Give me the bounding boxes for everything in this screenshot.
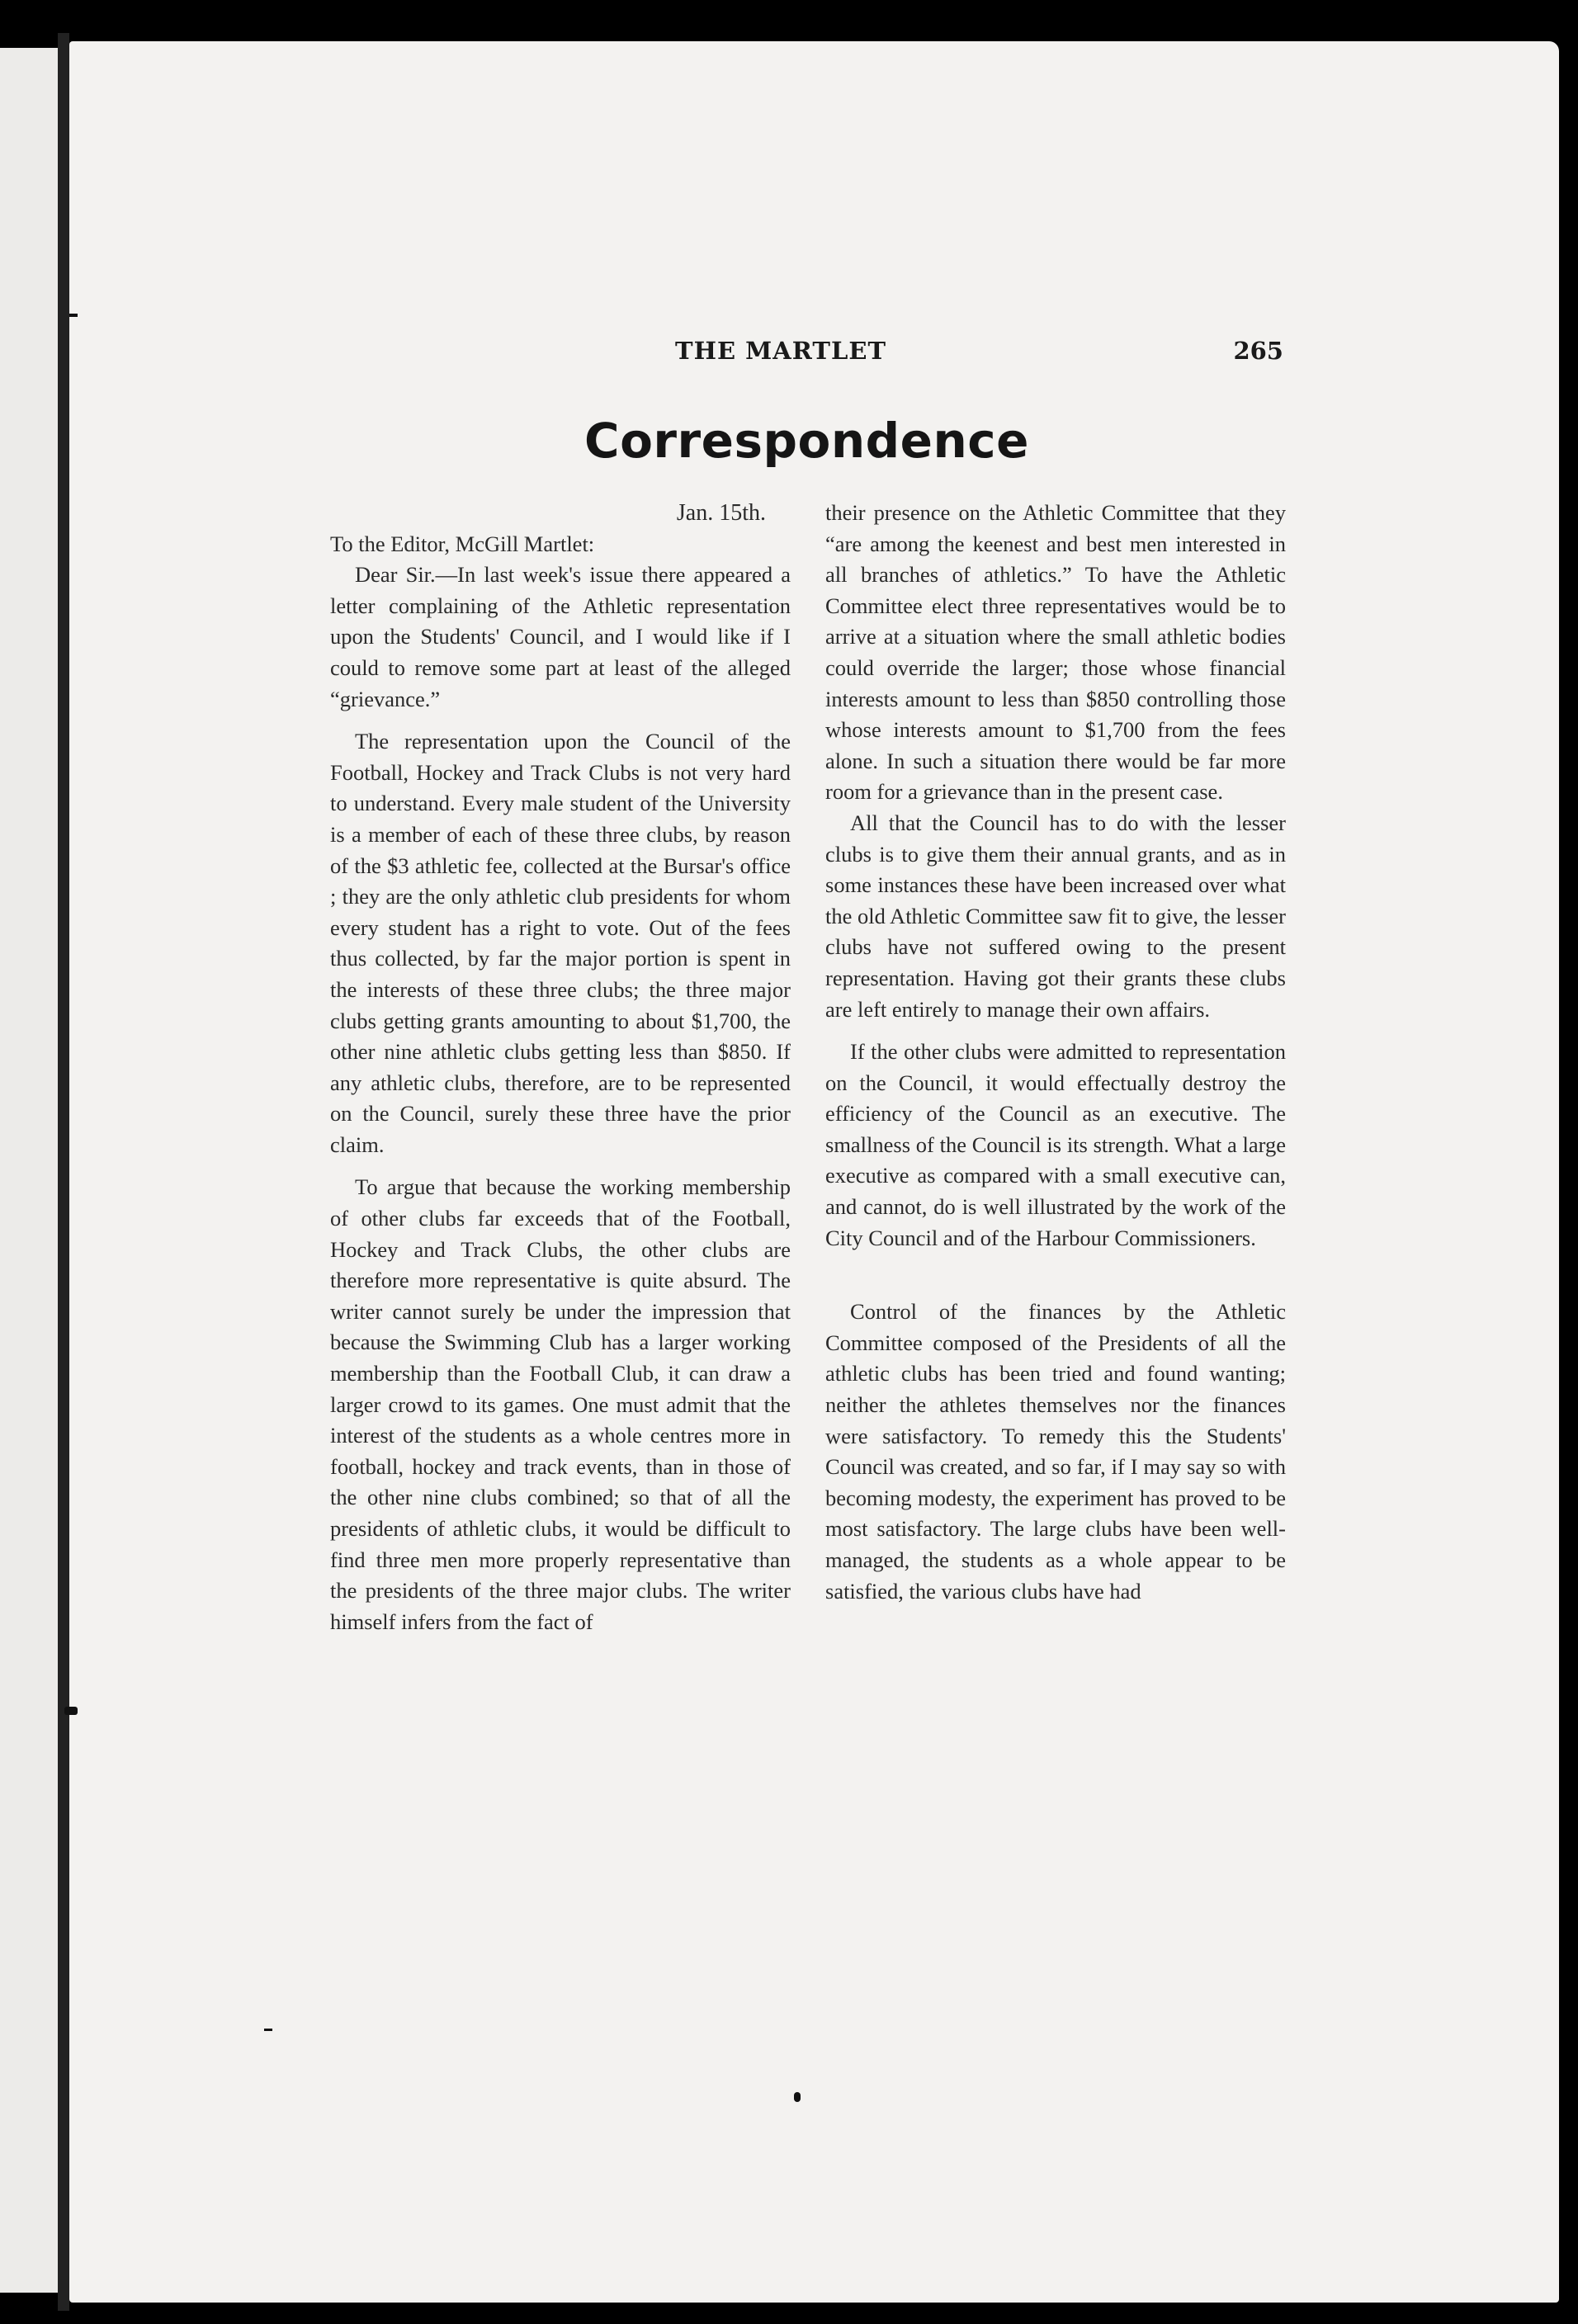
right-column xyxy=(825,498,1286,1607)
page-number: 265 xyxy=(1233,337,1283,365)
paragraph: All that the Council has to do with the lesser clubs is to give them their annual grants, and as in some instances these have been increased over what the old Athletic Committee saw fit to give, the lesser clubs have not suffered owing to the present representation. Having got their grants these clubs are left entirely to manage their own affairs. xyxy=(825,810,1286,1022)
scan-speck xyxy=(794,2092,801,2102)
left-column xyxy=(330,498,791,1637)
page xyxy=(69,41,1559,2303)
paragraph: To argue that because the working membership of other clubs far exceeds that of the Football, Hockey and Track Clubs, the other clubs are therefore more representative is quite absurd. The writer cannot surely be under the impression that because the Swimming Club has a larger working membership than the Football Club, it can draw a larger crowd to its games. One must admit that the interest of the students as a whole centres more in football, hockey and track events, than in those of the other nine clubs combined; so that of all the presidents of athletic clubs, it would be difficult to find three men more properly representative than the presidents of the three major clubs. The writer himself infers from the fact of xyxy=(330,1174,791,1634)
letter-date: Jan. 15th. xyxy=(676,500,766,526)
paragraph: If the other clubs were admitted to representation on the Council, it would effectually destroy the efficiency of the Council as an executive. The smallness of the Council is its strength. What a large executive as compared with a small executive can, and cannot, do is well illustrated by the work of the City Council and of the Harbour Commissioners. xyxy=(825,1039,1286,1250)
binding-shadow xyxy=(58,33,69,2311)
paragraph: The representation upon the Council of the Football, Hockey and Track Clubs is not very hard to understand. Every male student of the University is a member of each of these three clubs, by reason of the $3 athletic fee, collected at the Bursar's office ; they are the only athletic club presidents for whom every student has a right to vote. Out of the fees thus collected, by far the major portion is spent in the interests of these three clubs; the three major clubs getting grants amounting to about $1,700, the other nine athletic clubs getting less than $850. If any athletic clubs, therefore, are to be represented on the Council, surely these three have the prior claim. xyxy=(330,729,791,1157)
scan-speck xyxy=(264,2029,272,2031)
binding-mark xyxy=(64,1707,78,1715)
letter-salutation: To the Editor, McGill Martlet: xyxy=(330,531,595,556)
running-head xyxy=(330,337,1283,370)
paragraph-continued: their presence on the Athletic Committee that they “are among the keenest and best men interested in all branches of athletics.” To have the Athletic Committee elect three representatives would be to arrive at a situation where the small athletic bodies could override the larger; those whose financial interests amount to less than $850 controlling those whose interests amount to $1,700 from the fees alone. In such a situation there would be far more room for a grievance than in the present case. xyxy=(825,500,1286,805)
binding-mark xyxy=(69,314,78,317)
paragraph: Dear Sir.—In last week's issue there appeared a letter complaining of the Athletic representation upon the Students' Council, and I would like if I could to remove some part at least of the alleged “grievance.” xyxy=(330,562,791,711)
previous-page-edge xyxy=(0,48,64,2293)
paragraph: Control of the finances by the Athletic Committee composed of the Presidents of all the athletic clubs has been tried and found wanting; neither the athletes themselves nor the finances were satisfactory. To remedy this the Students' Council was created, and so far, if I may say so with becoming modesty, the experiment has proved to be most satisfactory. The large clubs have been well-managed, the students as a whole appear to be satisfied, the various clubs have had xyxy=(825,1299,1286,1604)
section-title: Correspondence xyxy=(584,413,1029,469)
running-head-title: THE MARTLET xyxy=(675,337,887,365)
